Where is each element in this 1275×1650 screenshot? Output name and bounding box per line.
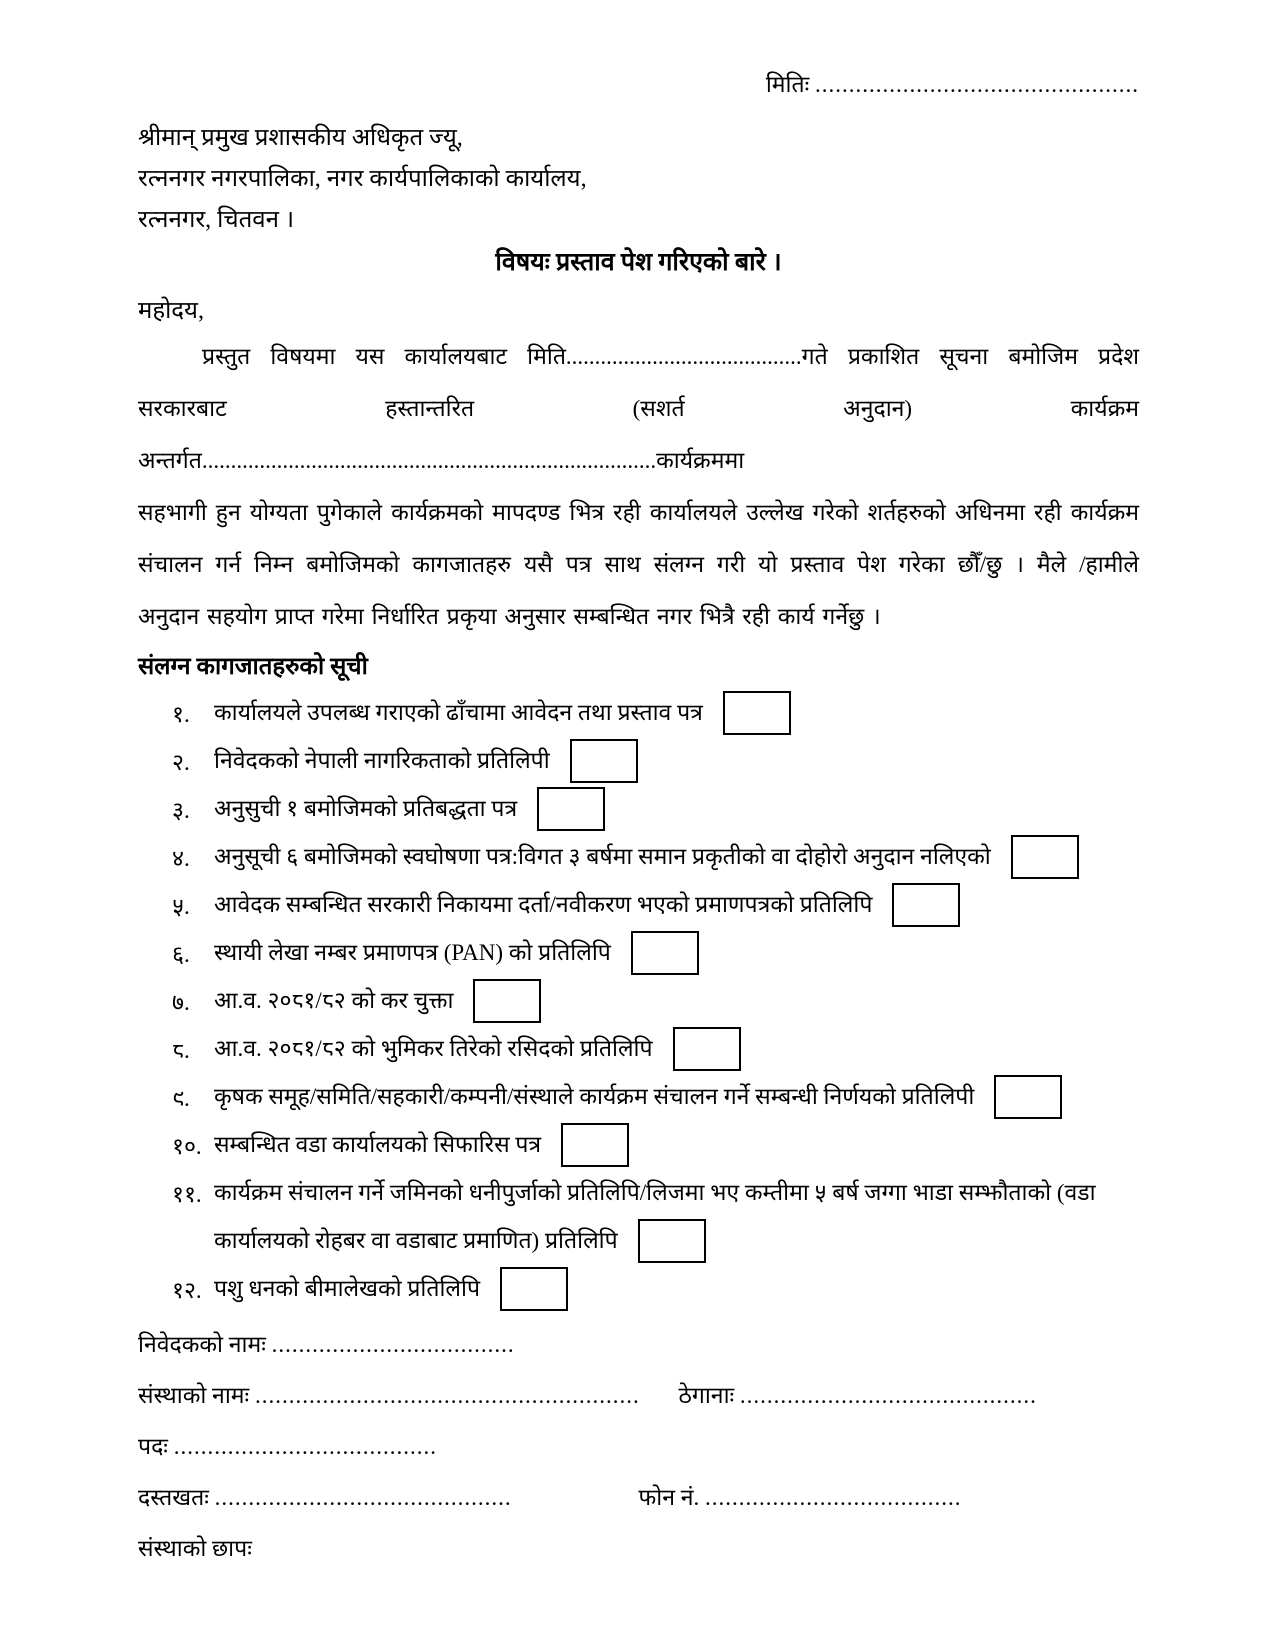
- item-text: कृषक समूह/समिति/सहकारी/कम्पनी/संस्थाले कार्यक्रम संचालन गर्ने सम्बन्धी निर्णयको प्रतिलिपी: [214, 1084, 975, 1109]
- attachment-checkbox-2[interactable]: [570, 739, 638, 783]
- signature-block: [138, 1317, 1139, 1572]
- attachment-checkbox-12[interactable]: [500, 1267, 568, 1311]
- body-line-2: सरकारबाट हस्तान्तरित (सशर्त अनुदान) कार्यक्रम अन्तर्गत...............................................................................कार्यक्रममा: [138, 396, 1139, 473]
- attachment-item-9: [138, 1073, 1139, 1121]
- attachment-item-6: [138, 929, 1139, 977]
- org-name-blank-field[interactable]: .........................................................: [254, 1382, 640, 1408]
- body-line-3: सहभागी हुन योग्यता पुगेकाले कार्यक्रमको मापदण्ड भित्र रही कार्यालयले उल्लेख गरेको शर्तहरुको अधिनमा रही कार्यक्रम: [138, 500, 1139, 525]
- item-number: ४.: [172, 846, 190, 871]
- item-number: ३.: [172, 798, 190, 823]
- attachment-item-11: [138, 1169, 1139, 1217]
- item-text: आ.व. २०८१/८२ को कर चुक्ता: [214, 988, 454, 1013]
- attachment-item-12: [138, 1265, 1139, 1313]
- item-text: पशु धनको बीमालेखको प्रतिलिपि: [214, 1276, 481, 1301]
- position-label: पदः: [138, 1433, 168, 1459]
- item-text: कार्यक्रम संचालन गर्ने जमिनको धनीपुर्जाको प्रतिलिपि/लिजमा भए कम्तीमा ५ बर्ष जग्गा भाडा सम्झौताको (वडा: [214, 1180, 1096, 1205]
- signature-label: दस्तखतः: [138, 1484, 209, 1510]
- attachment-item-1: [138, 689, 1139, 737]
- org-stamp-label: संस्थाको छापः: [138, 1535, 252, 1561]
- recipient-line-1: श्रीमान् प्रमुख प्रशासकीय अधिकृत ज्यू,: [138, 125, 463, 151]
- applicant-name-blank-field[interactable]: ....................................: [271, 1331, 515, 1357]
- address-label: ठेगानाः: [678, 1382, 735, 1408]
- item-number: ११.: [172, 1182, 202, 1207]
- position-blank-field[interactable]: .......................................: [173, 1433, 437, 1459]
- org-name-address-row: [138, 1368, 1139, 1419]
- signature-phone-row: [138, 1470, 1139, 1521]
- applicant-name-label: निवेदकको नामः: [138, 1331, 266, 1357]
- attachment-item-8: [138, 1025, 1139, 1073]
- attachment-checkbox-9[interactable]: [994, 1075, 1062, 1119]
- attachment-item-7: [138, 977, 1139, 1025]
- attachments-heading: संलग्न कागजातहरुको सूची: [138, 654, 368, 680]
- item-text: आवेदक सम्बन्धित सरकारी निकायमा दर्ता/नवीकरण भएको प्रमाणपत्रको प्रतिलिपि: [214, 892, 873, 917]
- attachment-checkbox-7[interactable]: [473, 979, 541, 1023]
- body-paragraph: [138, 331, 1139, 643]
- item-number: १.: [172, 702, 190, 727]
- item-number: १०.: [172, 1134, 202, 1159]
- item-number: २.: [172, 750, 190, 775]
- attachment-checkbox-5[interactable]: [892, 883, 960, 927]
- attachment-item-11-continued: [138, 1217, 1139, 1265]
- attachment-checkbox-11[interactable]: [638, 1219, 706, 1263]
- item-text: सम्बन्धित वडा कार्यालयको सिफारिस पत्र: [214, 1132, 542, 1157]
- body-line-4: संचालन गर्न निम्न बमोजिमको कागजातहरु यसै पत्र साथ संलग्न गरी यो प्रस्ताव पेश गरेका छौँ/छु । मैले /हामीले: [138, 552, 1139, 577]
- org-name-label: संस्थाको नामः: [138, 1382, 250, 1408]
- item-text: आ.व. २०८१/८२ को भुमिकर तिरेको रसिदको प्रतिलिपि: [214, 1036, 653, 1061]
- body-line-5: अनुदान सहयोग प्राप्त गरेमा निर्धारित प्रकृया अनुसार सम्बन्धित नगर भित्रै रही कार्य गर्नेछु ।: [138, 604, 881, 629]
- attachment-checkbox-1[interactable]: [723, 691, 791, 735]
- attachment-checkbox-8[interactable]: [673, 1027, 741, 1071]
- org-stamp-row: [138, 1521, 1139, 1572]
- item-text: कार्यालयले उपलब्ध गराएको ढाँचामा आवेदन तथा प्रस्ताव पत्र: [214, 700, 703, 725]
- item-number: ९.: [172, 1086, 190, 1111]
- item-text: कार्यालयको रोहबर वा वडाबाट प्रमाणित) प्रतिलिपि: [214, 1228, 618, 1253]
- attachment-item-10: [138, 1121, 1139, 1169]
- item-number: १२.: [172, 1278, 202, 1303]
- attachment-item-4: [138, 833, 1139, 881]
- attachment-checkbox-10[interactable]: [561, 1123, 629, 1167]
- phone-blank-field[interactable]: ......................................: [704, 1484, 962, 1510]
- item-number: ५.: [172, 894, 190, 919]
- applicant-name-row: [138, 1317, 1139, 1368]
- date-label: मितिः: [765, 72, 810, 97]
- position-row: [138, 1419, 1139, 1470]
- recipient-line-3: रत्ननगर, चितवन ।: [138, 207, 295, 233]
- phone-label: फोन नं.: [638, 1484, 700, 1510]
- attachment-item-2: [138, 737, 1139, 785]
- recipient-block: [138, 118, 1139, 241]
- item-text: अनुसूची ६ बमोजिमको स्वघोषणा पत्र:विगत ३ बर्षमा समान प्रकृतीको वा दोहोरो अनुदान नलिएको: [214, 844, 991, 869]
- item-text: निवेदकको नेपाली नागरिकताको प्रतिलिपी: [214, 748, 550, 773]
- item-text: अनुसुची १ बमोजिमको प्रतिबद्धता पत्र: [214, 796, 518, 821]
- attachment-checkbox-6[interactable]: [631, 931, 699, 975]
- attachment-checkbox-4[interactable]: [1011, 835, 1079, 879]
- address-blank-field[interactable]: ............................................: [739, 1382, 1037, 1408]
- attachments-list: [138, 689, 1139, 1313]
- item-number: ६.: [172, 942, 190, 967]
- signature-blank-field[interactable]: ............................................: [214, 1484, 512, 1510]
- attachment-checkbox-3[interactable]: [537, 787, 605, 831]
- subject-line: विषयः प्रस्ताव पेश गरिएको बारे ।: [495, 249, 782, 276]
- salutation: महोदय,: [138, 298, 204, 324]
- attachment-item-3: [138, 785, 1139, 833]
- date-row: [138, 70, 1139, 100]
- recipient-line-2: रत्ननगर नगरपालिका, नगर कार्यपालिकाको कार्यालय,: [138, 166, 587, 192]
- item-text: स्थायी लेखा नम्बर प्रमाणपत्र (PAN) को प्रतिलिपि: [214, 940, 611, 965]
- date-blank-field[interactable]: ................................................: [815, 72, 1139, 97]
- item-number: ७.: [172, 990, 190, 1015]
- attachment-item-5: [138, 881, 1139, 929]
- body-line-1: प्रस्तुत विषयमा यस कार्यालयबाट मिति.........................................गते प्रकाशित सूचना बमोजिम प्रदेश: [202, 344, 1139, 369]
- item-number: ८.: [172, 1038, 190, 1063]
